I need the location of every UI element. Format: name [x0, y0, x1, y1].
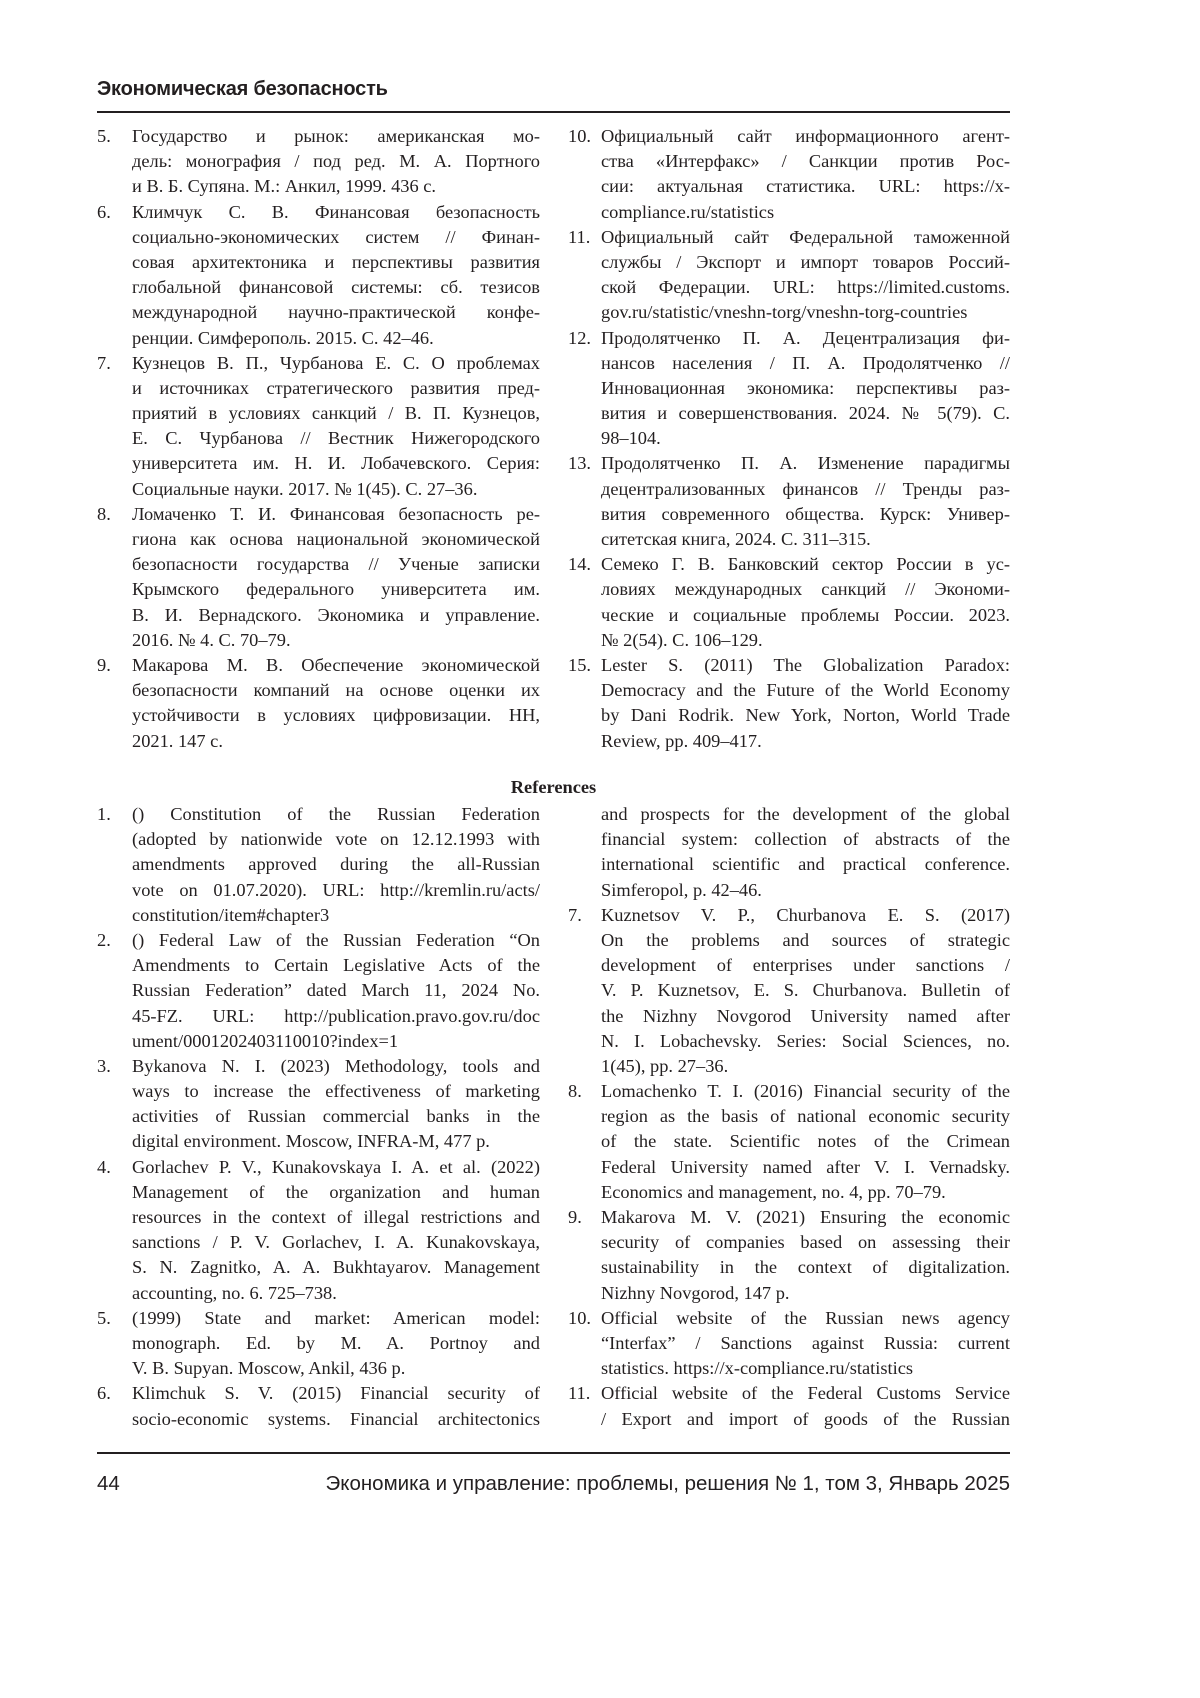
- reference-line: университета им. Н. И. Лобачевского. Серия:: [132, 451, 540, 476]
- reference-item: [97, 502, 540, 653]
- reference-line: On the problems and sources of strategic: [601, 928, 1010, 953]
- reference-line: Nizhny Novgorod, 147 p.: [601, 1281, 1010, 1306]
- reference-line: 98–104.: [601, 426, 1010, 451]
- reference-line: Klimchuk S. V. (2015) Financial security of: [132, 1381, 540, 1406]
- reference-line: Ломаченко Т. И. Финансовая безопасность ре-: [132, 502, 540, 527]
- reference-line: Макарова М. В. Обеспечение экономической: [132, 653, 540, 678]
- reference-number: 3.: [97, 1054, 111, 1079]
- reference-line: Makarova M. V. (2021) Ensuring the economic: [601, 1205, 1010, 1230]
- reference-number: 11.: [568, 1381, 590, 1406]
- reference-line: Инновационная экономика: перспективы раз-: [601, 376, 1010, 401]
- reference-line: В. И. Вернадского. Экономика и управление.: [132, 603, 540, 628]
- reference-item: [568, 451, 1010, 552]
- reference-line: by Dani Rodrik. New York, Norton, World Trade: [601, 703, 1010, 728]
- reference-line: Review, pp. 409–417.: [601, 729, 1010, 754]
- reference-line: accounting, no. 6. 725–738.: [132, 1281, 540, 1306]
- reference-line: compliance.ru/statistics: [601, 200, 1010, 225]
- reference-line: международной научно-практической конфе-: [132, 300, 540, 325]
- reference-line: V. P. Kuznetsov, E. S. Churbanova. Bulletin of: [601, 978, 1010, 1003]
- reference-line: Official website of the Federal Customs Service: [601, 1381, 1010, 1406]
- reference-line: development of enterprises under sanctions /: [601, 953, 1010, 978]
- reference-line: № 2(54). С. 106–129.: [601, 628, 1010, 653]
- reference-line: Продолятченко П. А. Децентрализация фи-: [601, 326, 1010, 351]
- reference-line: вития и совершенствования. 2024. № 5(79). С.: [601, 401, 1010, 426]
- reference-number: 11.: [568, 225, 590, 250]
- reference-line: ства «Интерфакс» / Санкции против Рос-: [601, 149, 1010, 174]
- section-header: Экономическая безопасность: [97, 78, 388, 101]
- footer-divider: [97, 1452, 1010, 1454]
- reference-item: [97, 1381, 540, 1431]
- reference-number: 10.: [568, 124, 591, 149]
- reference-line: V. B. Supyan. Moscow, Ankil, 436 p.: [132, 1356, 540, 1381]
- bibliography-column-top-right: [568, 124, 1010, 754]
- reference-line: Kuznetsov V. P., Churbanova E. S. (2017): [601, 903, 1010, 928]
- reference-item: [97, 124, 540, 200]
- reference-line: Lomachenko T. I. (2016) Financial security of the: [601, 1079, 1010, 1104]
- reference-line: Кузнецов В. П., Чурбанова Е. С. О проблемах: [132, 351, 540, 376]
- reference-number: 6.: [97, 200, 111, 225]
- reference-line: Gorlachev P. V., Kunakovskaya I. A. et al. (2022): [132, 1155, 540, 1180]
- reference-line: Семеко Г. В. Банковский сектор России в ус-: [601, 552, 1010, 577]
- reference-item: [568, 1205, 1010, 1306]
- reference-number: 8.: [568, 1079, 582, 1104]
- reference-line: совая архитектоника и перспективы развития: [132, 250, 540, 275]
- reference-line: устойчивости в условиях цифровизации. НН,: [132, 703, 540, 728]
- reference-line: “Interfax” / Sanctions against Russia: current: [601, 1331, 1010, 1356]
- reference-line: Amendments to Certain Legislative Acts of the: [132, 953, 540, 978]
- reference-line: Management of the organization and human: [132, 1180, 540, 1205]
- reference-item: [568, 1381, 1010, 1431]
- reference-number: 15.: [568, 653, 591, 678]
- header-divider: [97, 111, 1010, 113]
- reference-line: безопасности государства // Ученые записки: [132, 552, 540, 577]
- reference-line: (1999) State and market: American model:: [132, 1306, 540, 1331]
- reference-line: Продолятченко П. А. Изменение парадигмы: [601, 451, 1010, 476]
- reference-item: [97, 1155, 540, 1306]
- references-column-left: [97, 802, 540, 1432]
- reference-line: security of companies based on assessing their: [601, 1230, 1010, 1255]
- reference-line: monograph. Ed. by M. A. Portnoy and: [132, 1331, 540, 1356]
- reference-item: [568, 552, 1010, 653]
- reference-line: socio-economic systems. Financial architectonics: [132, 1407, 540, 1432]
- reference-line: 2016. № 4. С. 70–79.: [132, 628, 540, 653]
- reference-line: Federal University named after V. I. Vernadsky.: [601, 1155, 1010, 1180]
- reference-line: ческие и социальные проблемы России. 2023.: [601, 603, 1010, 628]
- bibliography-column-top-left: [97, 124, 540, 754]
- reference-item: [568, 124, 1010, 225]
- reference-line: гиона как основа национальной экономической: [132, 527, 540, 552]
- reference-line: ренции. Симферополь. 2015. С. 42–46.: [132, 326, 540, 351]
- reference-line: the Nizhny Novgorod University named after: [601, 1004, 1010, 1029]
- reference-line: Simferopol, p. 42–46.: [601, 878, 1010, 903]
- reference-line: 45-FZ. URL: http://publication.pravo.gov.ru/doc: [132, 1004, 540, 1029]
- reference-number: 5.: [97, 1306, 111, 1331]
- reference-line: financial system: collection of abstracts of the: [601, 827, 1010, 852]
- reference-line: Социальные науки. 2017. № 1(45). С. 27–36.: [132, 477, 540, 502]
- reference-number: 13.: [568, 451, 591, 476]
- references-heading: References: [97, 777, 1010, 798]
- reference-line: () Federal Law of the Russian Federation “On: [132, 928, 540, 953]
- reference-line: 2021. 147 с.: [132, 729, 540, 754]
- reference-item: [97, 802, 540, 928]
- reference-line: Официальный сайт информационного агент-: [601, 124, 1010, 149]
- reference-line: international scientific and practical conference.: [601, 852, 1010, 877]
- reference-line: глобальной финансовой системы: сб. тезисов: [132, 275, 540, 300]
- reference-item: [568, 326, 1010, 452]
- reference-line: ument/0001202403110010?index=1: [132, 1029, 540, 1054]
- reference-line: сии: актуальная статистика. URL: https://x-: [601, 174, 1010, 199]
- reference-line: Климчук С. В. Финансовая безопасность: [132, 200, 540, 225]
- reference-item: [568, 802, 1010, 903]
- reference-number: 9.: [568, 1205, 582, 1230]
- reference-line: социально-экономических систем // Финан-: [132, 225, 540, 250]
- reference-line: N. I. Lobachevsky. Series: Social Sciences, no.: [601, 1029, 1010, 1054]
- reference-line: Democracy and the Future of the World Economy: [601, 678, 1010, 703]
- reference-item: [97, 1306, 540, 1382]
- reference-number: 9.: [97, 653, 111, 678]
- reference-line: gov.ru/statistic/vneshn-torg/vneshn-torg-countries: [601, 300, 1010, 325]
- reference-item: [568, 225, 1010, 326]
- reference-line: Государство и рынок: американская мо-: [132, 124, 540, 149]
- reference-line: приятий в условиях санкций / В. П. Кузнецов,: [132, 401, 540, 426]
- page-number: 44: [97, 1472, 120, 1496]
- reference-number: 10.: [568, 1306, 591, 1331]
- reference-line: Official website of the Russian news agency: [601, 1306, 1010, 1331]
- reference-line: ситетская книга, 2024. С. 311–315.: [601, 527, 1010, 552]
- reference-number: 6.: [97, 1381, 111, 1406]
- reference-line: region as the basis of national economic security: [601, 1104, 1010, 1129]
- reference-line: (adopted by nationwide vote on 12.12.1993 with: [132, 827, 540, 852]
- reference-line: amendments approved during the all-Russian: [132, 852, 540, 877]
- reference-line: () Constitution of the Russian Federation: [132, 802, 540, 827]
- reference-line: / Export and import of goods of the Russian: [601, 1407, 1010, 1432]
- reference-item: [97, 200, 540, 351]
- reference-number: 8.: [97, 502, 111, 527]
- reference-line: S. N. Zagnitko, A. A. Bukhtayarov. Management: [132, 1255, 540, 1280]
- reference-number: 2.: [97, 928, 111, 953]
- reference-line: constitution/item#chapter3: [132, 903, 540, 928]
- reference-line: Официальный сайт Федеральной таможенной: [601, 225, 1010, 250]
- reference-number: 12.: [568, 326, 591, 351]
- reference-line: вития современного общества. Курск: Универ-: [601, 502, 1010, 527]
- reference-line: децентрализованных финансов // Тренды раз-: [601, 477, 1010, 502]
- reference-line: Bykanova N. I. (2023) Methodology, tools and: [132, 1054, 540, 1079]
- reference-item: [97, 351, 540, 502]
- reference-line: sanctions / P. V. Gorlachev, I. A. Kunakovskaya,: [132, 1230, 540, 1255]
- reference-item: [97, 653, 540, 754]
- reference-item: [568, 1306, 1010, 1382]
- reference-item: [97, 1054, 540, 1155]
- reference-number: 7.: [568, 903, 582, 928]
- reference-line: vote on 01.07.2020). URL: http://kremlin.ru/acts/: [132, 878, 540, 903]
- journal-title: Экономика и управление: проблемы, решения № 1, том 3, Январь 2025: [326, 1472, 1010, 1496]
- reference-line: of the state. Scientific notes of the Crimean: [601, 1129, 1010, 1154]
- reference-line: Lester S. (2011) The Globalization Paradox:: [601, 653, 1010, 678]
- reference-line: sustainability in the context of digitalization.: [601, 1255, 1010, 1280]
- reference-line: Крымского федерального университета им.: [132, 577, 540, 602]
- reference-line: statistics. https://x-compliance.ru/statistics: [601, 1356, 1010, 1381]
- reference-line: activities of Russian commercial banks in the: [132, 1104, 540, 1129]
- reference-item: [568, 653, 1010, 754]
- reference-line: Russian Federation” dated March 11, 2024 No.: [132, 978, 540, 1003]
- reference-item: [568, 1079, 1010, 1205]
- reference-line: Economics and management, no. 4, pp. 70–79.: [601, 1180, 1010, 1205]
- reference-line: and prospects for the development of the global: [601, 802, 1010, 827]
- reference-line: ловиях международных санкций // Экономи-: [601, 577, 1010, 602]
- reference-line: resources in the context of illegal restrictions and: [132, 1205, 540, 1230]
- reference-line: и источниках стратегического развития пред-: [132, 376, 540, 401]
- reference-line: 1(45), pp. 27–36.: [601, 1054, 1010, 1079]
- reference-line: ской Федерации. URL: https://limited.customs.: [601, 275, 1010, 300]
- reference-item: [568, 903, 1010, 1079]
- reference-line: дель: монография / под ред. М. А. Портного: [132, 149, 540, 174]
- reference-line: безопасности компаний на основе оценки их: [132, 678, 540, 703]
- reference-line: и В. Б. Супяна. М.: Анкил, 1999. 436 с.: [132, 174, 540, 199]
- reference-number: 4.: [97, 1155, 111, 1180]
- reference-number: 1.: [97, 802, 111, 827]
- reference-item: [97, 928, 540, 1054]
- reference-line: службы / Экспорт и импорт товаров Россий-: [601, 250, 1010, 275]
- reference-number: 7.: [97, 351, 111, 376]
- reference-number: 14.: [568, 552, 591, 577]
- reference-number: 5.: [97, 124, 111, 149]
- reference-line: Е. С. Чурбанова // Вестник Нижегородского: [132, 426, 540, 451]
- references-column-right: [568, 802, 1010, 1432]
- reference-line: нансов населения / П. А. Продолятченко //: [601, 351, 1010, 376]
- reference-line: ways to increase the effectiveness of marketing: [132, 1079, 540, 1104]
- reference-line: digital environment. Moscow, INFRA-M, 477 p.: [132, 1129, 540, 1154]
